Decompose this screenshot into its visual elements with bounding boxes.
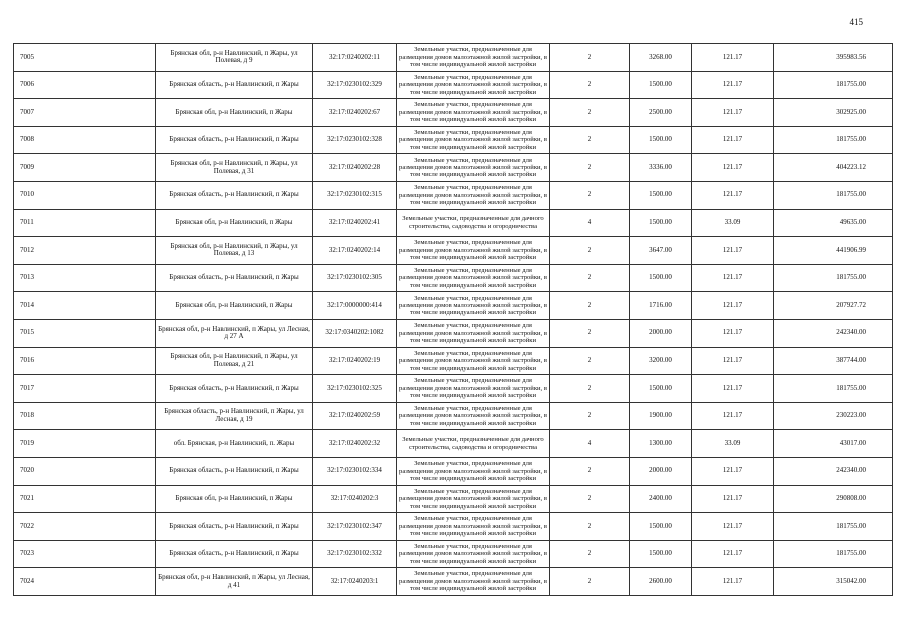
record-number: 7008	[14, 126, 156, 154]
rate-cell: 121.17	[692, 126, 774, 154]
rate-cell: 121.17	[692, 99, 774, 127]
cadastral-number-cell: 32:17:0230102:334	[313, 457, 397, 485]
cadastral-number-cell: 32:17:0240202:59	[313, 402, 397, 430]
table-row	[14, 540, 893, 568]
address-cell: Брянская область, р-н Навлинский, п Жары	[156, 264, 313, 292]
record-number: 7009	[14, 154, 156, 182]
address-cell: Брянская обл, р-н Навлинский, п Жары, ул Лесная, д 27 А	[156, 319, 313, 347]
group-cell: 2	[550, 71, 630, 99]
address-cell: Брянская область, р-н Навлинский, п Жары	[156, 540, 313, 568]
rate-cell: 121.17	[692, 347, 774, 375]
land-use-description-cell: Земельные участки, предназначенные для размещения домов малоэтажной жилой застройки, в том числе индивидуальной жилой застройки	[397, 292, 550, 320]
group-cell: 2	[550, 237, 630, 265]
address-cell: Брянская область, р-н Навлинский, п Жары	[156, 181, 313, 209]
cadastral-number-cell: 32:17:0240202:3	[313, 485, 397, 513]
cadastral-value-cell: 387744.00	[774, 347, 893, 375]
area-cell: 1300.00	[630, 430, 692, 458]
address-cell: Брянская обл, р-н Навлинский, п Жары, ул Лесная, д 41	[156, 568, 313, 596]
rate-cell: 121.17	[692, 181, 774, 209]
land-use-description-cell: Земельные участки, предназначенные для размещения домов малоэтажной жилой застройки, в том числе индивидуальной жилой застройки	[397, 99, 550, 127]
table-row	[14, 99, 893, 127]
area-cell: 1500.00	[630, 71, 692, 99]
land-use-description-cell: Земельные участки, предназначенные для размещения домов малоэтажной жилой застройки, в том числе индивидуальной жилой застройки	[397, 44, 550, 72]
address-cell: Брянская обл, р-н Навлинский, п Жары, ул Полевая, д 21	[156, 347, 313, 375]
cadastral-number-cell: 32:17:0230102:347	[313, 513, 397, 541]
cadastral-number-cell: 32:17:0340202:1082	[313, 319, 397, 347]
record-number: 7024	[14, 568, 156, 596]
table-row	[14, 457, 893, 485]
land-use-description-cell: Земельные участки, предназначенные для дачного строительства, садоводства и огородничества	[397, 209, 550, 237]
cadastral-number-cell: 32:17:0240202:67	[313, 99, 397, 127]
rate-cell: 121.17	[692, 485, 774, 513]
rate-cell: 121.17	[692, 71, 774, 99]
area-cell: 1500.00	[630, 126, 692, 154]
rate-cell: 121.17	[692, 375, 774, 403]
area-cell: 3200.00	[630, 347, 692, 375]
area-cell: 1500.00	[630, 375, 692, 403]
rate-cell: 121.17	[692, 568, 774, 596]
group-cell: 2	[550, 375, 630, 403]
rate-cell: 121.17	[692, 319, 774, 347]
record-number: 7022	[14, 513, 156, 541]
land-use-description-cell: Земельные участки, предназначенные для размещения домов малоэтажной жилой застройки, в том числе индивидуальной жилой застройки	[397, 126, 550, 154]
table-row	[14, 513, 893, 541]
record-number: 7006	[14, 71, 156, 99]
cadastral-value-cell: 49635.00	[774, 209, 893, 237]
group-cell: 2	[550, 568, 630, 596]
rate-cell: 121.17	[692, 402, 774, 430]
cadastral-number-cell: 32:17:0230102:332	[313, 540, 397, 568]
record-number: 7014	[14, 292, 156, 320]
land-use-description-cell: Земельные участки, предназначенные для размещения домов малоэтажной жилой застройки, в том числе индивидуальной жилой застройки	[397, 375, 550, 403]
cadastral-value-cell: 404223.12	[774, 154, 893, 182]
record-number: 7005	[14, 44, 156, 72]
address-cell: Брянская обл, р-н Навлинский, п Жары, ул Полевая, д 9	[156, 44, 313, 72]
area-cell: 1716.00	[630, 292, 692, 320]
cadastral-value-cell: 181755.00	[774, 71, 893, 99]
table-row	[14, 44, 893, 72]
cadastral-number-cell: 32:17:0240202:19	[313, 347, 397, 375]
registry-body	[14, 44, 893, 596]
address-cell: Брянская область, р-н Навлинский, п Жары	[156, 457, 313, 485]
group-cell: 2	[550, 292, 630, 320]
rate-cell: 33.09	[692, 430, 774, 458]
address-cell: обл. Брянская, р-н Навлинский, п. Жары	[156, 430, 313, 458]
record-number: 7011	[14, 209, 156, 237]
table-row	[14, 71, 893, 99]
group-cell: 2	[550, 99, 630, 127]
rate-cell: 121.17	[692, 292, 774, 320]
cadastral-value-cell: 181755.00	[774, 181, 893, 209]
cadastral-number-cell: 32:17:0230102:305	[313, 264, 397, 292]
table-row	[14, 402, 893, 430]
cadastral-value-cell: 181755.00	[774, 513, 893, 541]
group-cell: 4	[550, 430, 630, 458]
cadastral-value-cell: 302925.00	[774, 99, 893, 127]
area-cell: 2400.00	[630, 485, 692, 513]
address-cell: Брянская обл, р-н Навлинский, п Жары	[156, 99, 313, 127]
record-number: 7013	[14, 264, 156, 292]
table-row	[14, 292, 893, 320]
address-cell: Брянская обл, р-н Навлинский, п Жары, ул Полевая, д 13	[156, 237, 313, 265]
land-use-description-cell: Земельные участки, предназначенные для размещения домов малоэтажной жилой застройки, в том числе индивидуальной жилой застройки	[397, 540, 550, 568]
record-number: 7020	[14, 457, 156, 485]
land-use-description-cell: Земельные участки, предназначенные для размещения домов малоэтажной жилой застройки, в том числе индивидуальной жилой застройки	[397, 181, 550, 209]
rate-cell: 121.17	[692, 457, 774, 485]
cadastral-value-cell: 395983.56	[774, 44, 893, 72]
address-cell: Брянская обл, р-н Навлинский, п Жары	[156, 485, 313, 513]
cadastral-number-cell: 32:17:0240203:1	[313, 568, 397, 596]
cadastral-number-cell: 32:17:0240202:11	[313, 44, 397, 72]
land-use-description-cell: Земельные участки, предназначенные для размещения домов малоэтажной жилой застройки, в том числе индивидуальной жилой застройки	[397, 347, 550, 375]
record-number: 7007	[14, 99, 156, 127]
cadastral-value-cell: 230223.00	[774, 402, 893, 430]
table-row	[14, 430, 893, 458]
address-cell: Брянская обл, р-н Навлинский, п Жары, ул Полевая, д 31	[156, 154, 313, 182]
record-number: 7017	[14, 375, 156, 403]
group-cell: 2	[550, 513, 630, 541]
cadastral-number-cell: 32:17:0230102:325	[313, 375, 397, 403]
rate-cell: 121.17	[692, 154, 774, 182]
land-use-description-cell: Земельные участки, предназначенные для размещения домов малоэтажной жилой застройки, в том числе индивидуальной жилой застройки	[397, 513, 550, 541]
cadastral-number-cell: 32:17:0240202:28	[313, 154, 397, 182]
area-cell: 1500.00	[630, 540, 692, 568]
table-row	[14, 126, 893, 154]
group-cell: 2	[550, 154, 630, 182]
cadastral-number-cell: 32:17:0240202:14	[313, 237, 397, 265]
group-cell: 2	[550, 319, 630, 347]
record-number: 7021	[14, 485, 156, 513]
cadastral-value-cell: 181755.00	[774, 375, 893, 403]
record-number: 7018	[14, 402, 156, 430]
land-use-description-cell: Земельные участки, предназначенные для размещения домов малоэтажной жилой застройки, в том числе индивидуальной жилой застройки	[397, 154, 550, 182]
table-row	[14, 568, 893, 596]
address-cell: Брянская обл, р-н Навлинский, п Жары	[156, 292, 313, 320]
cadastral-value-cell: 207927.72	[774, 292, 893, 320]
land-use-description-cell: Земельные участки, предназначенные для размещения домов малоэтажной жилой застройки, в том числе индивидуальной жилой застройки	[397, 264, 550, 292]
table-row	[14, 209, 893, 237]
group-cell: 2	[550, 181, 630, 209]
cadastral-value-cell: 315042.00	[774, 568, 893, 596]
rate-cell: 121.17	[692, 44, 774, 72]
cadastral-number-cell: 32:17:0240202:32	[313, 430, 397, 458]
group-cell: 2	[550, 347, 630, 375]
record-number: 7010	[14, 181, 156, 209]
page-number: 415	[849, 17, 863, 27]
cadastral-number-cell: 32:17:0230102:328	[313, 126, 397, 154]
cadastral-value-cell: 181755.00	[774, 540, 893, 568]
cadastral-value-cell: 181755.00	[774, 264, 893, 292]
record-number: 7016	[14, 347, 156, 375]
table-row	[14, 485, 893, 513]
address-cell: Брянская область, р-н Навлинский, п Жары	[156, 71, 313, 99]
cadastral-value-cell: 242340.00	[774, 457, 893, 485]
area-cell: 2000.00	[630, 457, 692, 485]
rate-cell: 121.17	[692, 237, 774, 265]
land-use-description-cell: Земельные участки, предназначенные для дачного строительства, садоводства и огородничества	[397, 430, 550, 458]
area-cell: 2600.00	[630, 568, 692, 596]
group-cell: 2	[550, 126, 630, 154]
area-cell: 1500.00	[630, 264, 692, 292]
area-cell: 3336.00	[630, 154, 692, 182]
cadastral-number-cell: 32:17:0230102:329	[313, 71, 397, 99]
land-use-description-cell: Земельные участки, предназначенные для размещения домов малоэтажной жилой застройки, в том числе индивидуальной жилой застройки	[397, 402, 550, 430]
land-use-description-cell: Земельные участки, предназначенные для размещения домов малоэтажной жилой застройки, в том числе индивидуальной жилой застройки	[397, 568, 550, 596]
cadastral-registry-table	[13, 43, 893, 596]
table-row	[14, 181, 893, 209]
cadastral-value-cell: 181755.00	[774, 126, 893, 154]
area-cell: 3268.00	[630, 44, 692, 72]
cadastral-value-cell: 290808.00	[774, 485, 893, 513]
group-cell: 2	[550, 485, 630, 513]
area-cell: 1500.00	[630, 209, 692, 237]
area-cell: 1500.00	[630, 513, 692, 541]
address-cell: Брянская обл, р-н Навлинский, п Жары	[156, 209, 313, 237]
record-number: 7015	[14, 319, 156, 347]
address-cell: Брянская область, р-н Навлинский, п Жары	[156, 513, 313, 541]
land-use-description-cell: Земельные участки, предназначенные для размещения домов малоэтажной жилой застройки, в том числе индивидуальной жилой застройки	[397, 237, 550, 265]
address-cell: Брянская область, р-н Навлинский, п Жары, ул Лесная, д 19	[156, 402, 313, 430]
cadastral-number-cell: 32:17:0000000:414	[313, 292, 397, 320]
group-cell: 2	[550, 402, 630, 430]
table-row	[14, 347, 893, 375]
group-cell: 2	[550, 264, 630, 292]
area-cell: 3647.00	[630, 237, 692, 265]
land-use-description-cell: Земельные участки, предназначенные для размещения домов малоэтажной жилой застройки, в том числе индивидуальной жилой застройки	[397, 71, 550, 99]
table-row	[14, 375, 893, 403]
area-cell: 1500.00	[630, 181, 692, 209]
cadastral-number-cell: 32:17:0240202:41	[313, 209, 397, 237]
table-row	[14, 264, 893, 292]
record-number: 7019	[14, 430, 156, 458]
group-cell: 4	[550, 209, 630, 237]
group-cell: 2	[550, 540, 630, 568]
record-number: 7012	[14, 237, 156, 265]
rate-cell: 121.17	[692, 540, 774, 568]
rate-cell: 121.17	[692, 513, 774, 541]
cadastral-number-cell: 32:17:0230102:315	[313, 181, 397, 209]
area-cell: 2000.00	[630, 319, 692, 347]
table-row	[14, 319, 893, 347]
rate-cell: 33.09	[692, 209, 774, 237]
address-cell: Брянская область, р-н Навлинский, п Жары	[156, 375, 313, 403]
land-use-description-cell: Земельные участки, предназначенные для размещения домов малоэтажной жилой застройки, в том числе индивидуальной жилой застройки	[397, 457, 550, 485]
table-row	[14, 154, 893, 182]
land-use-description-cell: Земельные участки, предназначенные для размещения домов малоэтажной жилой застройки, в том числе индивидуальной жилой застройки	[397, 485, 550, 513]
rate-cell: 121.17	[692, 264, 774, 292]
cadastral-value-cell: 242340.00	[774, 319, 893, 347]
group-cell: 2	[550, 44, 630, 72]
address-cell: Брянская область, р-н Навлинский, п Жары	[156, 126, 313, 154]
cadastral-value-cell: 43017.00	[774, 430, 893, 458]
group-cell: 2	[550, 457, 630, 485]
area-cell: 2500.00	[630, 99, 692, 127]
table-row	[14, 237, 893, 265]
area-cell: 1900.00	[630, 402, 692, 430]
land-use-description-cell: Земельные участки, предназначенные для размещения домов малоэтажной жилой застройки, в том числе индивидуальной жилой застройки	[397, 319, 550, 347]
cadastral-value-cell: 441906.99	[774, 237, 893, 265]
record-number: 7023	[14, 540, 156, 568]
